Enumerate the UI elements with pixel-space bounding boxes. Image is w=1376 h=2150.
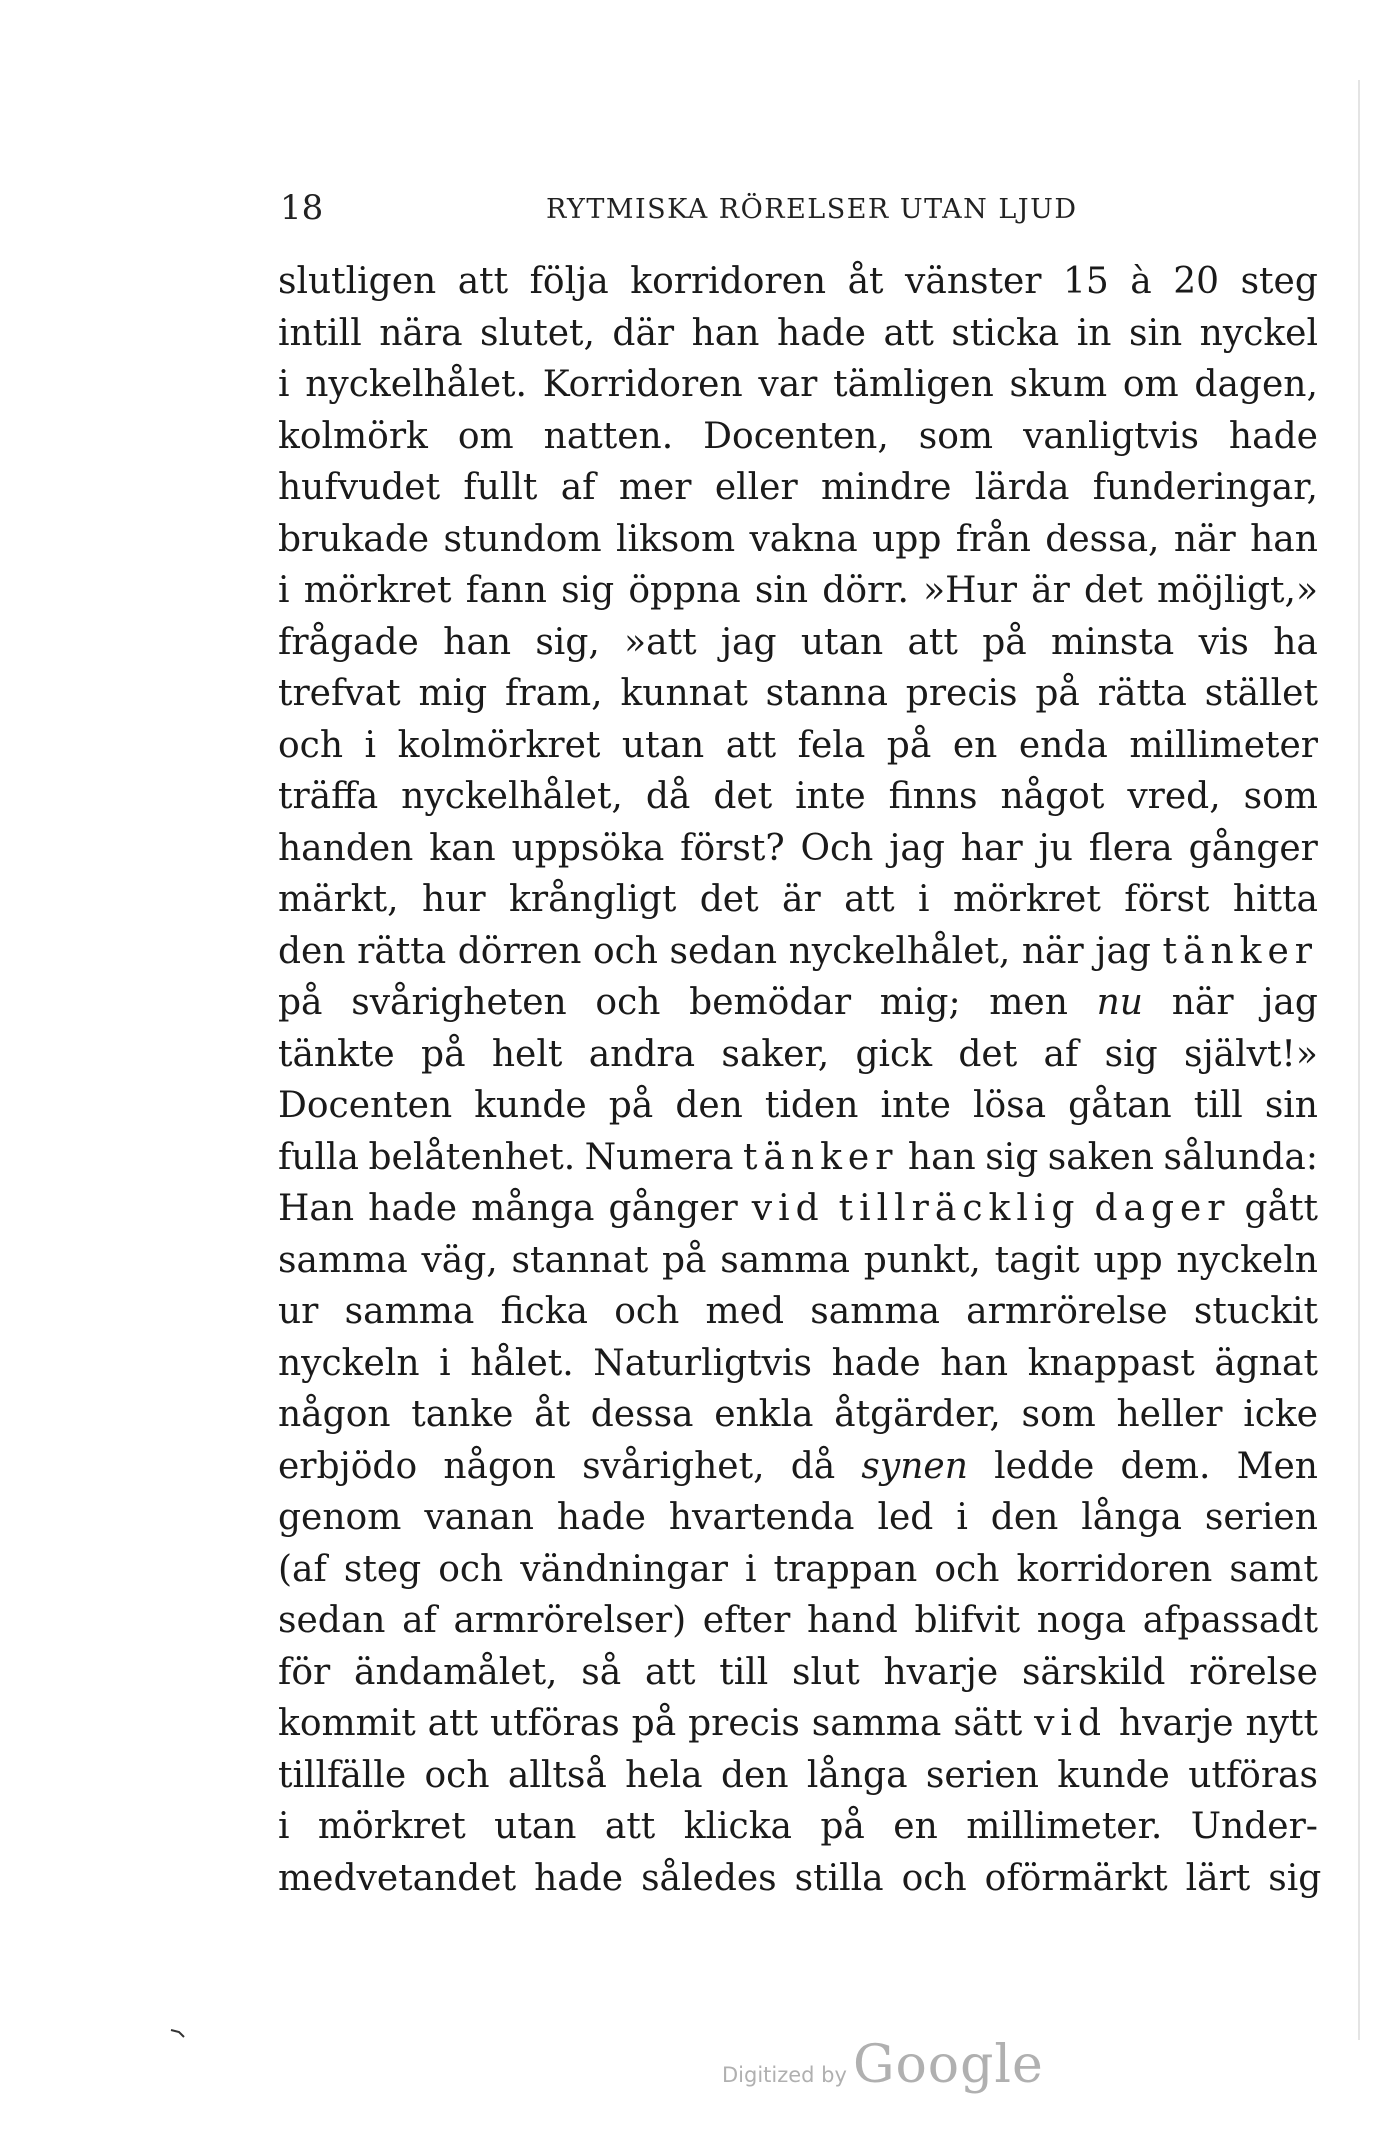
stray-mark-icon [170,2028,186,2038]
text-line: träffa nyckelhålet, då det inte finns något vred, som [278,776,1318,817]
page-edge [1358,80,1360,2040]
text-line: i nyckelhålet. Korridoren var tämligen skum om dagen, [278,364,1318,405]
text-line: medvetandet hade således stilla och oförmärkt lärt sig [278,1857,1322,1899]
text-line: någon tanke åt dessa enkla åtgärder, som heller icke [278,1394,1318,1435]
text-line: märkt, hur krångligt det är att i mörkret först hitta [278,879,1318,920]
watermark-digitized-text: Digitized by [722,2063,847,2087]
text-line: intill nära slutet, där han hade att sticka in sin nyckel [278,312,1318,354]
text-line: tillfälle och alltså hela den långa serien kunde utföras [278,1754,1318,1796]
text-line: frågade han sig, »att jag utan att på minsta vis ha [278,621,1318,663]
text-line: hufvudet fullt af mer eller mindre lärda funderingar, [278,467,1318,508]
text-line: handen kan uppsöka först? Och jag har ju flera gånger [278,827,1318,869]
text-line: erbjödo någon svårighet, då synen ledde dem. Men [278,1445,1318,1487]
text-line: den rätta dörren och sedan nyckelhålet, när jag tänker [278,930,1318,972]
text-line: ur samma ficka och med samma armrörelse stuckit [278,1291,1318,1332]
text-line: kommit att utföras på precis samma sätt vid hvarje nytt [278,1703,1318,1744]
text-line: i mörkret utan att klicka på en millimeter. Under- [278,1806,1318,1847]
text-line: brukade stundom liksom vakna upp från dessa, när han [278,518,1318,560]
text-line: slutligen att följa korridoren åt vänster 15 à 20 steg [278,261,1318,302]
digitized-watermark [722,2035,1044,2095]
text-line: för ändamålet, så att till slut hvarje särskild rörelse [278,1651,1318,1693]
text-line: Docenten kunde på den tiden inte lösa gåtan till sin [278,1085,1318,1126]
text-line: nyckeln i hålet. Naturligtvis hade han knappast ägnat [278,1342,1318,1384]
text-line: trefvat mig fram, kunnat stanna precis på rätta stället [278,673,1318,714]
watermark-google-logo: Google [852,2035,1044,2095]
text-line: tänkte på helt andra saker, gick det af sig självt!» [278,1033,1318,1075]
text-line: fulla belåtenhet. Numera tänker han sig saken sålunda: [278,1136,1318,1178]
text-line: och i kolmörkret utan att fela på en enda millimeter [278,724,1318,766]
running-head: RYTMISKA RÖRELSER UTAN LJUD [546,194,1078,225]
text-line: kolmörk om natten. Docenten, som vanligtvis hade [278,415,1318,457]
text-line: i mörkret fann sig öppna sin dörr. »Hur är det möjligt,» [278,570,1318,611]
text-line: genom vanan hade hvartenda led i den långa serien [278,1497,1318,1538]
text-line: Han hade många gånger vid tillräcklig dager gått [278,1188,1318,1229]
text-line: samma väg, stannat på samma punkt, tagit upp nyckeln [278,1239,1318,1281]
body-text [278,256,1322,1904]
page-number: 18 [280,188,324,228]
text-line: (af steg och vändningar i trappan och korridoren samt [278,1548,1318,1590]
text-line: sedan af armrörelser) efter hand blifvit noga afpassadt [278,1600,1318,1641]
text-line: på svårigheten och bemödar mig; men nu när jag [278,982,1318,1023]
